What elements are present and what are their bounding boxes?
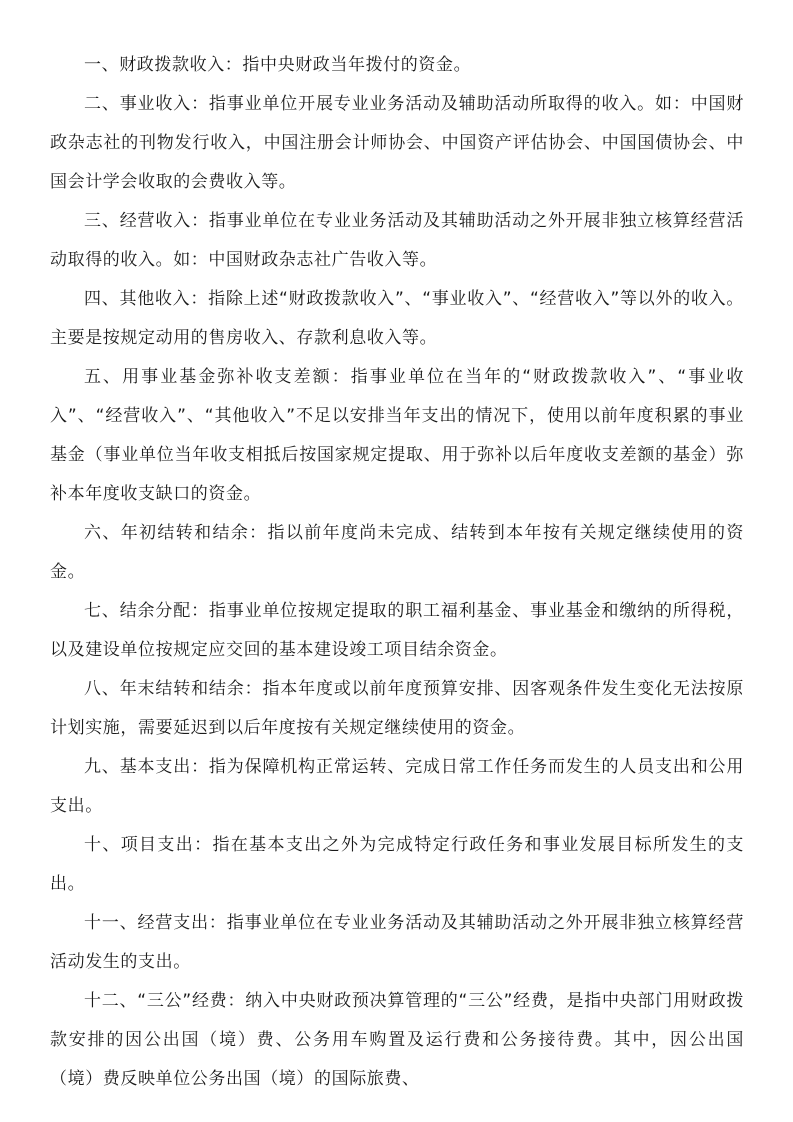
paragraph-8: 八、年末结转和结余：指本年度或以前年度预算安排、因客观条件发生变化无法按原计划实施，需要延迟到以后年度按有关规定继续使用的资金。 (50, 679, 744, 738)
paragraph-6: 六、年初结转和结余：指以前年度尚未完成、结转到本年按有关规定继续使用的资金。 (50, 523, 744, 582)
paragraph-11: 十一、经营支出：指事业单位在专业业务活动及其辅助活动之外开展非独立核算经营活动发生的支出。 (50, 913, 744, 972)
paragraph-3: 三、经营收入：指事业单位在专业业务活动及其辅助活动之外开展非独立核算经营活动取得的收入。如：中国财政杂志社广告收入等。 (50, 211, 744, 270)
paragraph-10: 十、项目支出：指在基本支出之外为完成特定行政任务和事业发展目标所发生的支出。 (50, 835, 744, 894)
paragraph-12: 十二、“三公”经费：纳入中央财政预决算管理的“三公”经费，是指中央部门用财政拨款安排的因公出国（境）费、公务用车购置及运行费和公务接待费。其中，因公出国（境）费反映单位公务出国（境）的国际旅费、 (50, 991, 744, 1089)
paragraph-9: 九、基本支出：指为保障机构正常运转、完成日常工作任务而发生的人员支出和公用支出。 (50, 757, 744, 816)
paragraph-4: 四、其他收入：指除上述“财政拨款收入”、“事业收入”、“经营收入”等以外的收入。主要是按规定动用的售房收入、存款利息收入等。 (50, 289, 744, 348)
paragraph-2: 二、事业收入：指事业单位开展专业业务活动及辅助活动所取得的收入。如：中国财政杂志社的刊物发行收入，中国注册会计师协会、中国资产评估协会、中国国债协会、中国会计学会收取的会费收入等。 (50, 94, 744, 192)
paragraph-1: 一、财政拨款收入：指中央财政当年拨付的资金。 (84, 55, 472, 75)
document-page (50, 46, 744, 1099)
paragraph-7: 七、结余分配：指事业单位按规定提取的职工福利基金、事业基金和缴纳的所得税，以及建设单位按规定应交回的基本建设竣工项目结余资金。 (50, 601, 744, 660)
paragraph-5: 五、用事业基金弥补收支差额：指事业单位在当年的“财政拨款收入”、“事业收入”、“经营收入”、“其他收入”不足以安排当年支出的情况下，使用以前年度积累的事业基金（事业单位当年收支相抵后按国家规定提取、用于弥补以后年度收支差额的基金）弥补本年度收支缺口的资金。 (50, 367, 744, 504)
